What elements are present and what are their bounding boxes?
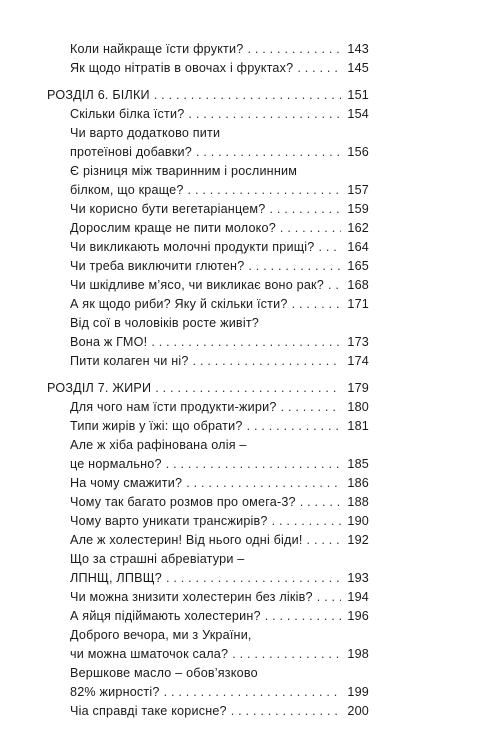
toc-line [47, 219, 369, 238]
entry-title: Коли найкраще їсти фрукти? [70, 42, 244, 56]
page-number: 154 [347, 107, 369, 121]
dot-leader [154, 86, 341, 105]
dot-leader [231, 702, 341, 721]
toc-line [47, 512, 369, 531]
toc-line [47, 200, 369, 219]
toc-entry [47, 664, 369, 702]
dot-leader [300, 493, 341, 512]
toc-line [47, 645, 369, 664]
toc-line [47, 181, 369, 200]
toc-line [47, 105, 369, 124]
toc-entry [47, 238, 369, 257]
dot-leader [270, 200, 342, 219]
chapter-title: РОЗДІЛ 7. ЖИРИ [47, 381, 152, 395]
entry-title: А як щодо риби? Яку й скільки їсти? [70, 297, 288, 311]
entry-title: Чи викликають молочні продукти прищі? [70, 240, 315, 254]
toc-entry [47, 352, 369, 371]
chapter-gap [47, 78, 369, 86]
dot-leader [186, 474, 341, 493]
toc-line [47, 455, 369, 474]
dot-leader [164, 683, 341, 702]
dot-leader [196, 143, 341, 162]
entry-title: Скільки білка їсти? [70, 107, 185, 121]
entry-title: Вершкове масло – обов’язково [70, 666, 258, 680]
toc-line [47, 531, 369, 550]
entry-title: Для чого нам їсти продукти-жири? [70, 400, 277, 414]
page-number: 179 [347, 381, 369, 395]
dot-leader [307, 531, 341, 550]
toc-entry [47, 105, 369, 124]
toc-entry [47, 276, 369, 295]
page-number: 185 [347, 457, 369, 471]
entry-title: Є різниця між тваринним і рослинним [70, 164, 298, 178]
entry-title: На чому смажити? [70, 476, 183, 490]
page-number: 190 [347, 514, 369, 528]
dot-leader [247, 40, 341, 59]
toc-entry [47, 219, 369, 238]
toc-entry [47, 702, 369, 721]
toc-entry [47, 257, 369, 276]
toc-line [47, 436, 369, 455]
toc-line [47, 295, 369, 314]
entry-title: Чому так багато розмов про омега-3? [70, 495, 296, 509]
toc-entry [47, 626, 369, 664]
toc-entry [47, 607, 369, 626]
dot-leader [188, 105, 341, 124]
entry-title: протеїнові добавки? [70, 145, 192, 159]
entry-title: Чи треба виключити глютен? [70, 259, 245, 273]
chapter-entry [47, 379, 369, 398]
entry-title: Доброго вечора, ми з України, [70, 628, 252, 642]
page-number: 164 [347, 240, 369, 254]
toc-entry [47, 124, 369, 162]
dot-leader [188, 181, 341, 200]
toc-line [47, 352, 369, 371]
toc-line [47, 626, 369, 645]
toc-line [47, 86, 369, 105]
toc-line [47, 398, 369, 417]
toc-line [47, 333, 369, 352]
entry-title: Пити колаген чи ні? [70, 354, 189, 368]
toc-entry [47, 295, 369, 314]
toc-line [47, 257, 369, 276]
toc-line [47, 40, 369, 59]
dot-leader [166, 569, 341, 588]
toc-line [47, 276, 369, 295]
page-number: 143 [347, 42, 369, 56]
toc-entry [47, 40, 369, 59]
dot-leader [281, 398, 341, 417]
page-number: 194 [347, 590, 369, 604]
page-number: 159 [347, 202, 369, 216]
toc-line [47, 569, 369, 588]
page-number: 198 [347, 647, 369, 661]
toc-entry [47, 398, 369, 417]
dot-leader [272, 512, 341, 531]
toc-entry [47, 474, 369, 493]
page-number: 171 [347, 297, 369, 311]
entry-title: Чіа справді таке корисне? [70, 704, 227, 718]
toc-entry [47, 588, 369, 607]
entry-title: Що за страшні абревіатури – [70, 552, 245, 566]
entry-title: Вона ж ГМО! [70, 335, 148, 349]
toc-entry [47, 493, 369, 512]
toc-entry [47, 417, 369, 436]
page-number: 196 [347, 609, 369, 623]
entry-title: білком, що краще? [70, 183, 184, 197]
entry-title: 82% жирності? [70, 685, 160, 699]
toc-line [47, 162, 369, 181]
page-number: 180 [347, 400, 369, 414]
toc-entry [47, 59, 369, 78]
dot-leader [193, 352, 341, 371]
entry-title: ЛПНЩ, ЛПВЩ? [70, 571, 162, 585]
dot-leader [247, 417, 341, 436]
toc-line [47, 143, 369, 162]
dot-leader [297, 59, 341, 78]
page-number: 188 [347, 495, 369, 509]
page-number: 145 [347, 61, 369, 75]
toc-line [47, 59, 369, 78]
page-number: 168 [347, 278, 369, 292]
entry-title: Але ж хіба рафінована олія – [70, 438, 247, 452]
entry-title: Чи шкідливе м’ясо, чи викликає воно рак? [70, 278, 324, 292]
page-number: 200 [347, 704, 369, 718]
toc-entry [47, 531, 369, 550]
toc-line [47, 683, 369, 702]
entry-title: це нормально? [70, 457, 162, 471]
toc-entry [47, 436, 369, 474]
entry-title: А яйця підіймають холестерин? [70, 609, 261, 623]
entry-title: Як щодо нітратів в овочах і фруктах? [70, 61, 294, 75]
page-number: 193 [347, 571, 369, 585]
toc-entry [47, 162, 369, 200]
entry-title: Але ж холестерин! Від нього одні біди! [70, 533, 303, 547]
page-number: 173 [347, 335, 369, 349]
toc-line [47, 417, 369, 436]
dot-leader [155, 379, 341, 398]
page-number: 157 [347, 183, 369, 197]
dot-leader [265, 607, 341, 626]
toc-line [47, 238, 369, 257]
toc-line [47, 664, 369, 683]
chapter-gap [47, 371, 369, 379]
toc-line [47, 588, 369, 607]
page-number: 165 [347, 259, 369, 273]
toc-line [47, 124, 369, 143]
dot-leader [280, 219, 341, 238]
dot-leader [151, 333, 341, 352]
entry-title: Чи можна знизити холестерин без ліків? [70, 590, 313, 604]
page-number: 192 [347, 533, 369, 547]
page-number: 174 [347, 354, 369, 368]
page-number: 186 [347, 476, 369, 490]
toc-entry [47, 200, 369, 219]
page-number: 151 [347, 88, 369, 102]
entry-title: Від сої в чоловіків росте живіт? [70, 316, 259, 330]
dot-leader [248, 257, 341, 276]
dot-leader [292, 295, 341, 314]
entry-title: Дорослим краще не пити молоко? [70, 221, 276, 235]
toc-line [47, 702, 369, 721]
entry-title: Типи жирів у їжі: що обрати? [70, 419, 243, 433]
entry-title: Чому варто уникати трансжирів? [70, 514, 268, 528]
toc-line [47, 550, 369, 569]
page-number: 156 [347, 145, 369, 159]
toc-line [47, 314, 369, 333]
toc-line [47, 493, 369, 512]
page-number: 162 [347, 221, 369, 235]
toc-entry [47, 512, 369, 531]
toc-line [47, 379, 369, 398]
table-of-contents [47, 40, 369, 721]
page-number: 199 [347, 685, 369, 699]
toc-entry [47, 314, 369, 352]
dot-leader [317, 588, 341, 607]
chapter-entry [47, 86, 369, 105]
chapter-title: РОЗДІЛ 6. БІЛКИ [47, 88, 150, 102]
dot-leader [328, 276, 341, 295]
toc-entry [47, 550, 369, 588]
entry-title: Чи варто додатково пити [70, 126, 221, 140]
entry-title: чи можна шматочок сала? [70, 647, 229, 661]
entry-title: Чи корисно бути вегетаріанцем? [70, 202, 266, 216]
toc-line [47, 474, 369, 493]
dot-leader [166, 455, 341, 474]
toc-line [47, 607, 369, 626]
dot-leader [318, 238, 341, 257]
page-number: 181 [347, 419, 369, 433]
dot-leader [232, 645, 341, 664]
